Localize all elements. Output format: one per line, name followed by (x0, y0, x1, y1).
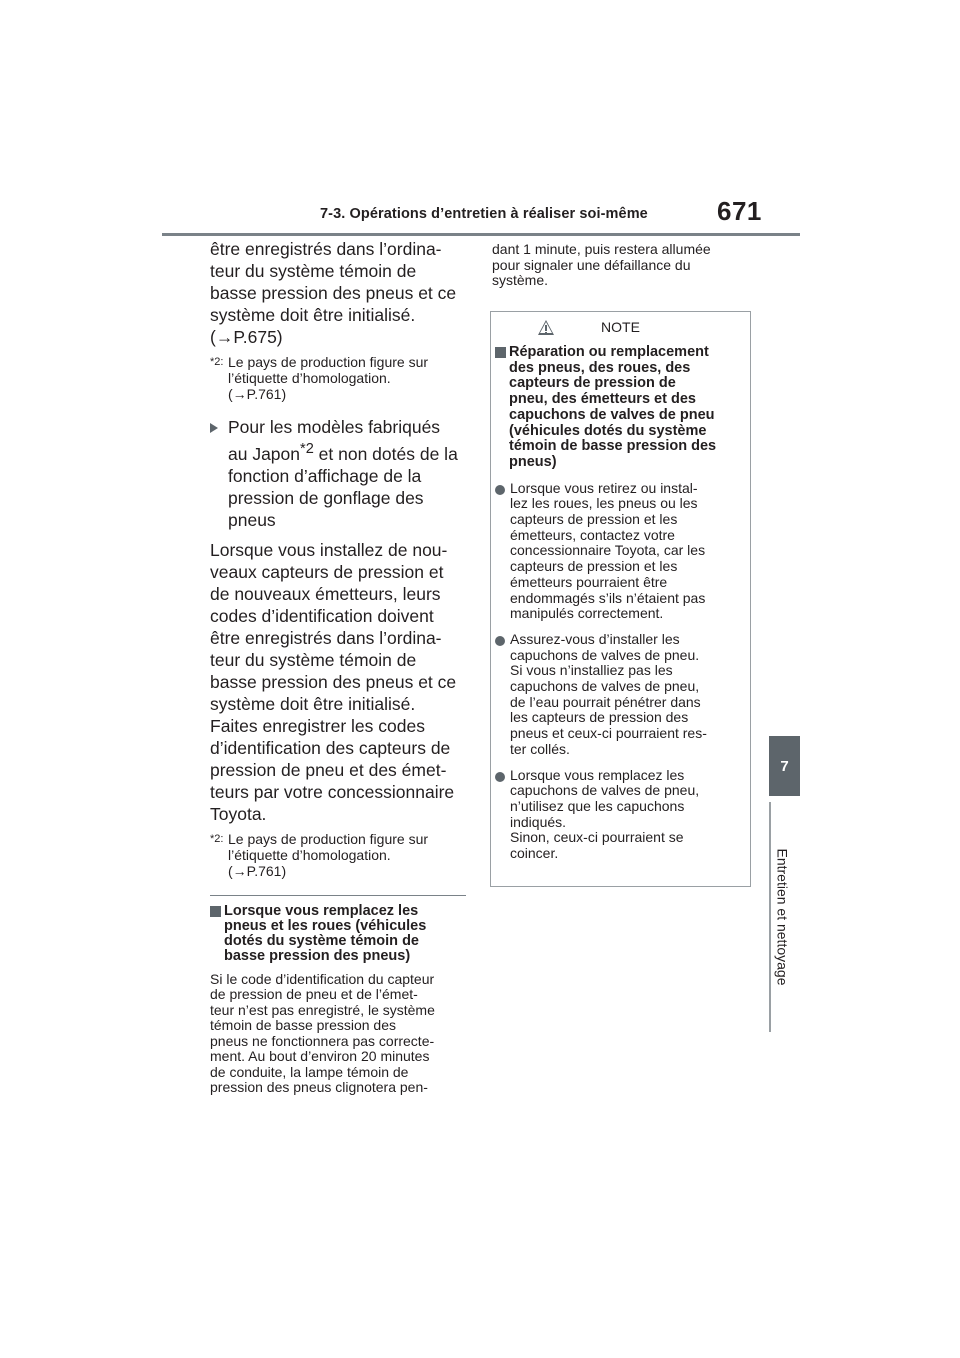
page-reference-link[interactable]: (→P.761) (228, 862, 287, 879)
text-line: basse pression des pneus) (224, 947, 411, 964)
text-line: témoin de basse pression des (509, 438, 717, 455)
text-line: pneus et ceux-ci pourraient res- (510, 725, 707, 742)
text-line: témoin de basse pression des (210, 1017, 396, 1034)
text-line: Assurez-vous d’installer les (510, 630, 680, 647)
text-line: des pneus, des roues, des (509, 359, 691, 376)
circle-bullet-icon (495, 636, 505, 646)
text-line: Pour les modèles fabriqués (228, 417, 441, 437)
text-line: les capteurs de pression des (510, 709, 689, 726)
model-condition-bullet (210, 416, 472, 531)
header-rule (162, 233, 800, 236)
text-line: émetteurs pourraient être (510, 573, 668, 590)
text-line: pression des pneus clignotera pen- (210, 1079, 428, 1096)
page-reference-link[interactable]: (→P.761) (228, 386, 287, 402)
text-line: Lorsque vous remplacez les (224, 902, 419, 919)
text-line: Le pays de production figure sur (228, 830, 429, 847)
text-line: Si vous n’installiez pas les (510, 662, 673, 679)
text-line: capuchons de valves de pneu, (510, 678, 700, 695)
text-line: endommagés s’ils n’étaient pas (510, 589, 706, 606)
note-title: NOTE (601, 319, 640, 335)
section-divider (210, 895, 466, 896)
text-line: de nouveaux émetteurs, leurs (210, 583, 441, 604)
text-line: système doit être initialisé. (210, 305, 416, 325)
text-line: pression de gonflage des (228, 487, 424, 508)
text-line: être enregistrés dans l’ordina- (210, 627, 442, 648)
text-line: capteurs de pression de (509, 375, 676, 392)
text-line: Réparation ou remplacement (509, 344, 709, 360)
note-item (495, 768, 738, 862)
footnote-mark: *2: (210, 356, 224, 368)
square-bullet-icon (495, 347, 506, 358)
text-line: pneus ne fonctionnera pas correcte- (210, 1032, 435, 1049)
text-line: (véhicules dotés du système (509, 422, 707, 439)
text-line: pneu, des émetteurs et des (509, 391, 696, 408)
text-line: capuchons de valves de pneu, (510, 782, 700, 799)
text-line: Lorsque vous retirez ou instal- (510, 479, 698, 496)
text-line: dant 1 minute, puis restera allumée (492, 241, 711, 257)
text-line: Lorsque vous remplacez les (510, 766, 685, 783)
text-line: capteurs de pression et les (510, 511, 678, 528)
section-title: 7-3. Opérations d’entretien à réaliser soi-même (320, 206, 648, 222)
text-line: lez les roues, les pneus ou les (510, 495, 698, 512)
text-line: teurs par votre concessionnaire (210, 781, 455, 802)
text-line: pneus) (509, 453, 557, 470)
footnote-mark: *2: (210, 832, 224, 845)
text-line: être enregistrés dans l’ordina- (210, 239, 442, 259)
text-line: capuchons de valves de pneu. (510, 646, 700, 663)
text-line: teur n’est pas enregistré, le système (210, 1001, 435, 1018)
text-line: de conduite, la lampe témoin de (210, 1063, 409, 1080)
text-line: système. (492, 272, 549, 288)
text-line: de l’eau pourrait pénétrer dans (510, 693, 701, 710)
text-line: basse pression des pneus et ce (210, 283, 457, 303)
page-number: 671 (717, 196, 762, 226)
text-line: teur du système témoin de (210, 261, 417, 281)
page-reference-link[interactable]: (→P.675) (210, 327, 283, 347)
text-line: n’utilisez que les capuchons (510, 797, 685, 814)
text-line: capteurs de pression et les (510, 558, 678, 575)
text-line: ment. Au bout d’environ 20 minutes (210, 1048, 430, 1065)
text-line: indiqués. (510, 813, 567, 830)
footnote-ref: *2 (300, 441, 314, 457)
note-box (490, 311, 751, 887)
text-line: capuchons de valves de pneu (509, 406, 715, 423)
text-line: et non dotés de la (313, 443, 458, 464)
chapter-tab-number[interactable]: 7 (769, 736, 800, 796)
text-line: Faites enregistrer les codes (210, 715, 425, 736)
text-line: au Japon (228, 443, 301, 464)
text-line: émetteurs, contactez votre (510, 526, 675, 543)
text-line: Le pays de production figure sur (228, 354, 429, 370)
footnote (210, 354, 472, 402)
text-line: fonction d’affichage de la (228, 465, 422, 486)
text-line: Lorsque vous installez de nou- (210, 539, 448, 560)
text-line: Si le code d’identification du capteur (210, 970, 435, 987)
note-content (495, 345, 738, 862)
text-line: d’identification des capteurs de (210, 737, 451, 758)
note-item (495, 632, 738, 758)
square-bullet-icon (210, 906, 221, 917)
text-line: ter collés. (510, 740, 570, 757)
triangle-bullet-icon (210, 423, 218, 433)
text-line: coincer. (510, 845, 559, 862)
text-line: système doit être initialisé. (210, 693, 416, 714)
chapter-tab-label (767, 802, 797, 1032)
circle-bullet-icon (495, 772, 505, 782)
circle-bullet-icon (495, 485, 505, 495)
text-line: pneus (228, 509, 276, 530)
intro-paragraph (210, 238, 472, 348)
text-line: pour signaler une défaillance du (492, 256, 691, 273)
replacement-body (210, 972, 472, 1096)
text-line: concessionnaire Toyota, car les (510, 542, 706, 559)
text-line: l’étiquette d’homologation. (228, 370, 391, 386)
text-line: Toyota. (210, 803, 267, 824)
text-line: codes d’identification doivent (210, 605, 434, 626)
note-heading (495, 345, 738, 471)
text-line: pression de pneu et des émet- (210, 759, 447, 780)
continued-paragraph (492, 242, 752, 289)
text-line: veaux capteurs de pression et (210, 561, 444, 582)
text-line: basse pression des pneus et ce (210, 671, 457, 692)
text-line: teur du système témoin de (210, 649, 417, 670)
text-line: l’étiquette d’homologation. (228, 846, 391, 863)
replacement-heading (210, 904, 472, 964)
text-line: dotés du système témoin de (224, 932, 419, 949)
text-line: Sinon, ceux-ci pourraient se (510, 829, 684, 846)
note-item (495, 481, 738, 622)
footnote (210, 831, 472, 879)
right-column-top (492, 242, 752, 289)
left-column (210, 238, 472, 1096)
text-line: manipulés correctement. (510, 605, 664, 622)
install-paragraph (210, 539, 472, 825)
chapter-tab-label-text: Entretien et nettoyage (774, 848, 790, 986)
text-line: pneus et les roues (véhicules (224, 917, 427, 934)
text-line: de pression de pneu et de l’émet- (210, 986, 418, 1003)
